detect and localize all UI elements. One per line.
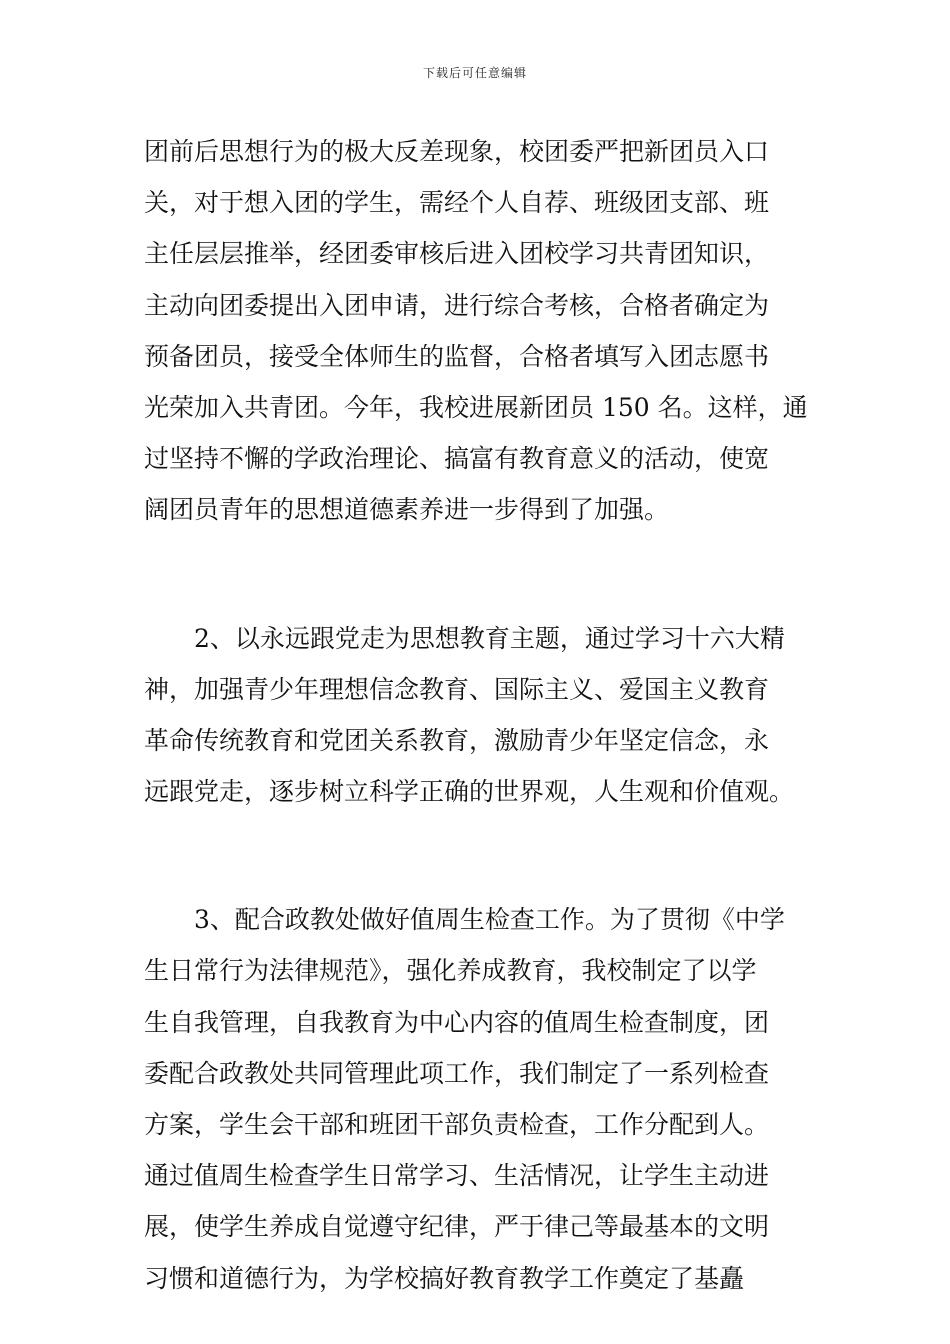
page-header: 下载后可任意编辑	[422, 66, 527, 80]
text-line: 主任层层推举，经团委审核后进入团校学习共青团知识，	[144, 239, 770, 269]
text-line: 方案，学生会干部和班团干部负责检查，工作分配到人。	[144, 1110, 770, 1139]
text-line: 革命传统教育和党团关系教育，激励青少年坚定信念，永	[144, 725, 770, 755]
text-line: 过坚持不懈的学政治理论、搞富有教育意义的活动，使宽	[144, 444, 770, 474]
text-line: 神，加强青少年理想信念教育、国际主义、爱国主义教育	[144, 674, 770, 704]
paragraph-spacer	[144, 817, 814, 894]
text-line: 主动向团委提出入团申请，进行综合考核，合格者确定为	[144, 290, 770, 320]
paragraph-spacer	[144, 536, 814, 613]
text-line: 生日常行为法律规范》，强化养成教育，我校制定了以学	[144, 956, 757, 986]
text-line: 团前后思想行为的极大反差现象，校团委严把新团员入口	[144, 137, 770, 166]
paragraph-3	[144, 894, 814, 1304]
paragraph-1	[144, 126, 814, 536]
text-line: 习惯和道德行为，为学校搞好教育教学工作奠定了基矗	[144, 1263, 745, 1293]
text-line: 预备团员，接受全体师生的监督，合格者填写入团志愿书	[144, 341, 770, 371]
paragraph-2	[144, 613, 814, 818]
text-line: 光荣加入共青团。今年，我校进展新团员 150 名。这样，通	[144, 392, 808, 422]
document-body	[144, 126, 814, 1304]
text-line: 远跟党走，逐步树立科学正确的世界观，人生观和价值观。	[144, 777, 795, 807]
text-line: 通过值周生检查学生日常学习、生活情况，让学生主动进	[144, 1161, 770, 1191]
text-line: 关，对于想入团的学生，需经个人自荐、班级团支部、班	[144, 188, 770, 218]
text-line: 委配合政教处共同管理此项工作，我们制定了一系列检查	[144, 1058, 770, 1088]
text-line: 阔团员青年的思想道德素养进一步得到了加强。	[144, 495, 670, 525]
text-line: 3、配合政教处做好值周生检查工作。为了贯彻《中学	[194, 905, 785, 935]
text-line: 2、以永远跟党走为思想教育主题，通过学习十六大精	[194, 623, 785, 653]
text-line: 生自我管理，自我教育为中心内容的值周生检查制度，团	[144, 1007, 770, 1037]
text-line: 展，使学生养成自觉遵守纪律，严于律己等最基本的文明	[144, 1212, 770, 1242]
